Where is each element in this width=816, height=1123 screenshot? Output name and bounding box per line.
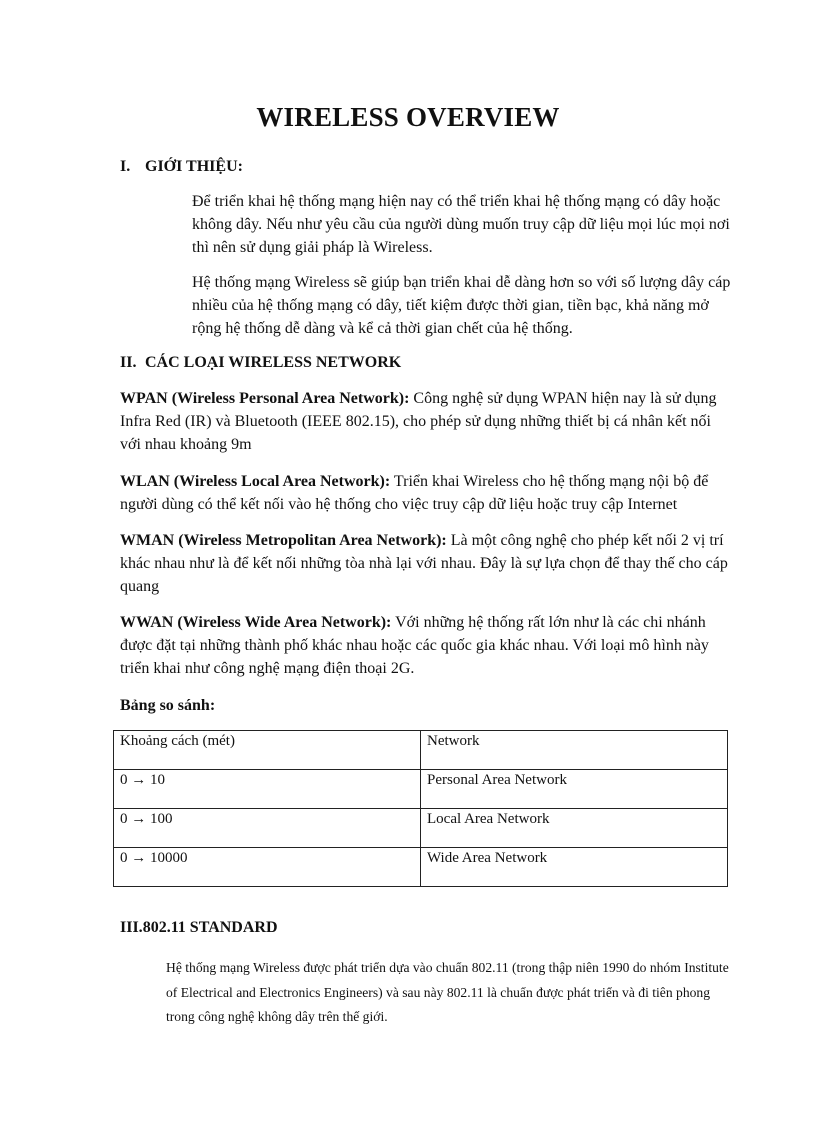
wlan-paragraph	[120, 470, 730, 516]
table-cell: 0 → 100	[114, 809, 421, 848]
wman-paragraph	[120, 529, 730, 598]
table-cell: Local Area Network	[421, 809, 728, 848]
comparison-table	[113, 730, 728, 887]
table-header-cell: Network	[421, 731, 728, 770]
table-cell: 0 → 10000	[114, 848, 421, 887]
table-header-cell: Khoảng cách (mét)	[114, 731, 421, 770]
section-number: II.	[120, 354, 137, 371]
section-title: CÁC LOẠI WIRELESS NETWORK	[145, 354, 402, 371]
wman-text: Là một công nghệ cho phép kết nối 2 vị trí khác nhau như là để kết nối những tòa nhà lại với nhau. Đây là sự lựa chọn để thay thế cho cáp quang	[120, 532, 728, 595]
section-heading-types	[120, 354, 401, 372]
intro-paragraph-1: Để triển khai hệ thống mạng hiện nay có thể triển khai hệ thống mạng có dây hoặc không dây. Nếu như yêu cầu của người dùng muốn truy cập dữ liệu mọi lúc mọi nơi thì nên sử dụng giải pháp là Wireless.	[192, 193, 730, 256]
section-number: III.	[120, 919, 143, 936]
table-cell: 0 → 10	[114, 770, 421, 809]
comparison-label: Bảng so sánh:	[120, 697, 216, 714]
wpan-term: WPAN (Wireless Personal Area Network):	[120, 390, 410, 407]
wwan-term: WWAN (Wireless Wide Area Network):	[120, 614, 392, 631]
intro-paragraph-2: Hệ thống mạng Wireless sẽ giúp bạn triển khai dễ dàng hơn so với số lượng dây cáp nhiều của hệ thống mạng có dây, tiết kiệm được thời gian, tiền bạc, khả năng mở rộng hệ thống dễ dàng và kể cả thời gian chết của hệ thống.	[192, 274, 731, 337]
wpan-paragraph	[120, 387, 730, 456]
wwan-text: Với những hệ thống rất lớn như là các chi nhánh được đặt tại những thành phố khác nhau hoặc các quốc gia khác nhau. Với loại mô hình này triển khai như công nghệ mạng điện thoại 2G.	[120, 614, 709, 677]
table-row	[114, 770, 728, 809]
standard-paragraph: Hệ thống mạng Wireless được phát triển dựa vào chuẩn 802.11 (trong thập niên 1990 do nhóm Institute of Electrical and Electronics Engineers) và sau này 802.11 là chuẩn được phát triển và đi tiên phong trong công nghệ không dây trên thế giới.	[166, 960, 729, 1024]
table-cell: Wide Area Network	[421, 848, 728, 887]
wwan-paragraph	[120, 611, 730, 680]
section-number: I.	[120, 158, 131, 175]
table-row	[114, 848, 728, 887]
wlan-term: WLAN (Wireless Local Area Network):	[120, 473, 391, 490]
table-cell: Personal Area Network	[421, 770, 728, 809]
section-title: GIỚI THIỆU:	[145, 158, 243, 175]
wpan-text: Công nghệ sử dụng WPAN hiện nay là sử dụng Infra Red (IR) và Bluetooth (IEEE 802.15), cho phép sử dụng những thiết bị cá nhân kết nối với nhau khoảng 9m	[120, 390, 717, 453]
section-heading-standard	[120, 919, 278, 937]
section-heading-intro	[120, 158, 243, 176]
wman-term: WMAN (Wireless Metropolitan Area Network):	[120, 532, 447, 549]
table-row	[114, 809, 728, 848]
page-title: WIRELESS OVERVIEW	[256, 102, 560, 132]
wlan-text: Triển khai Wireless cho hệ thống mạng nội bộ để người dùng có thể kết nối vào hệ thống cho việc truy cập dữ liệu hoặc truy cập Internet	[120, 473, 709, 513]
table-header-row	[114, 731, 728, 770]
section-title: 802.11 STANDARD	[142, 919, 278, 936]
